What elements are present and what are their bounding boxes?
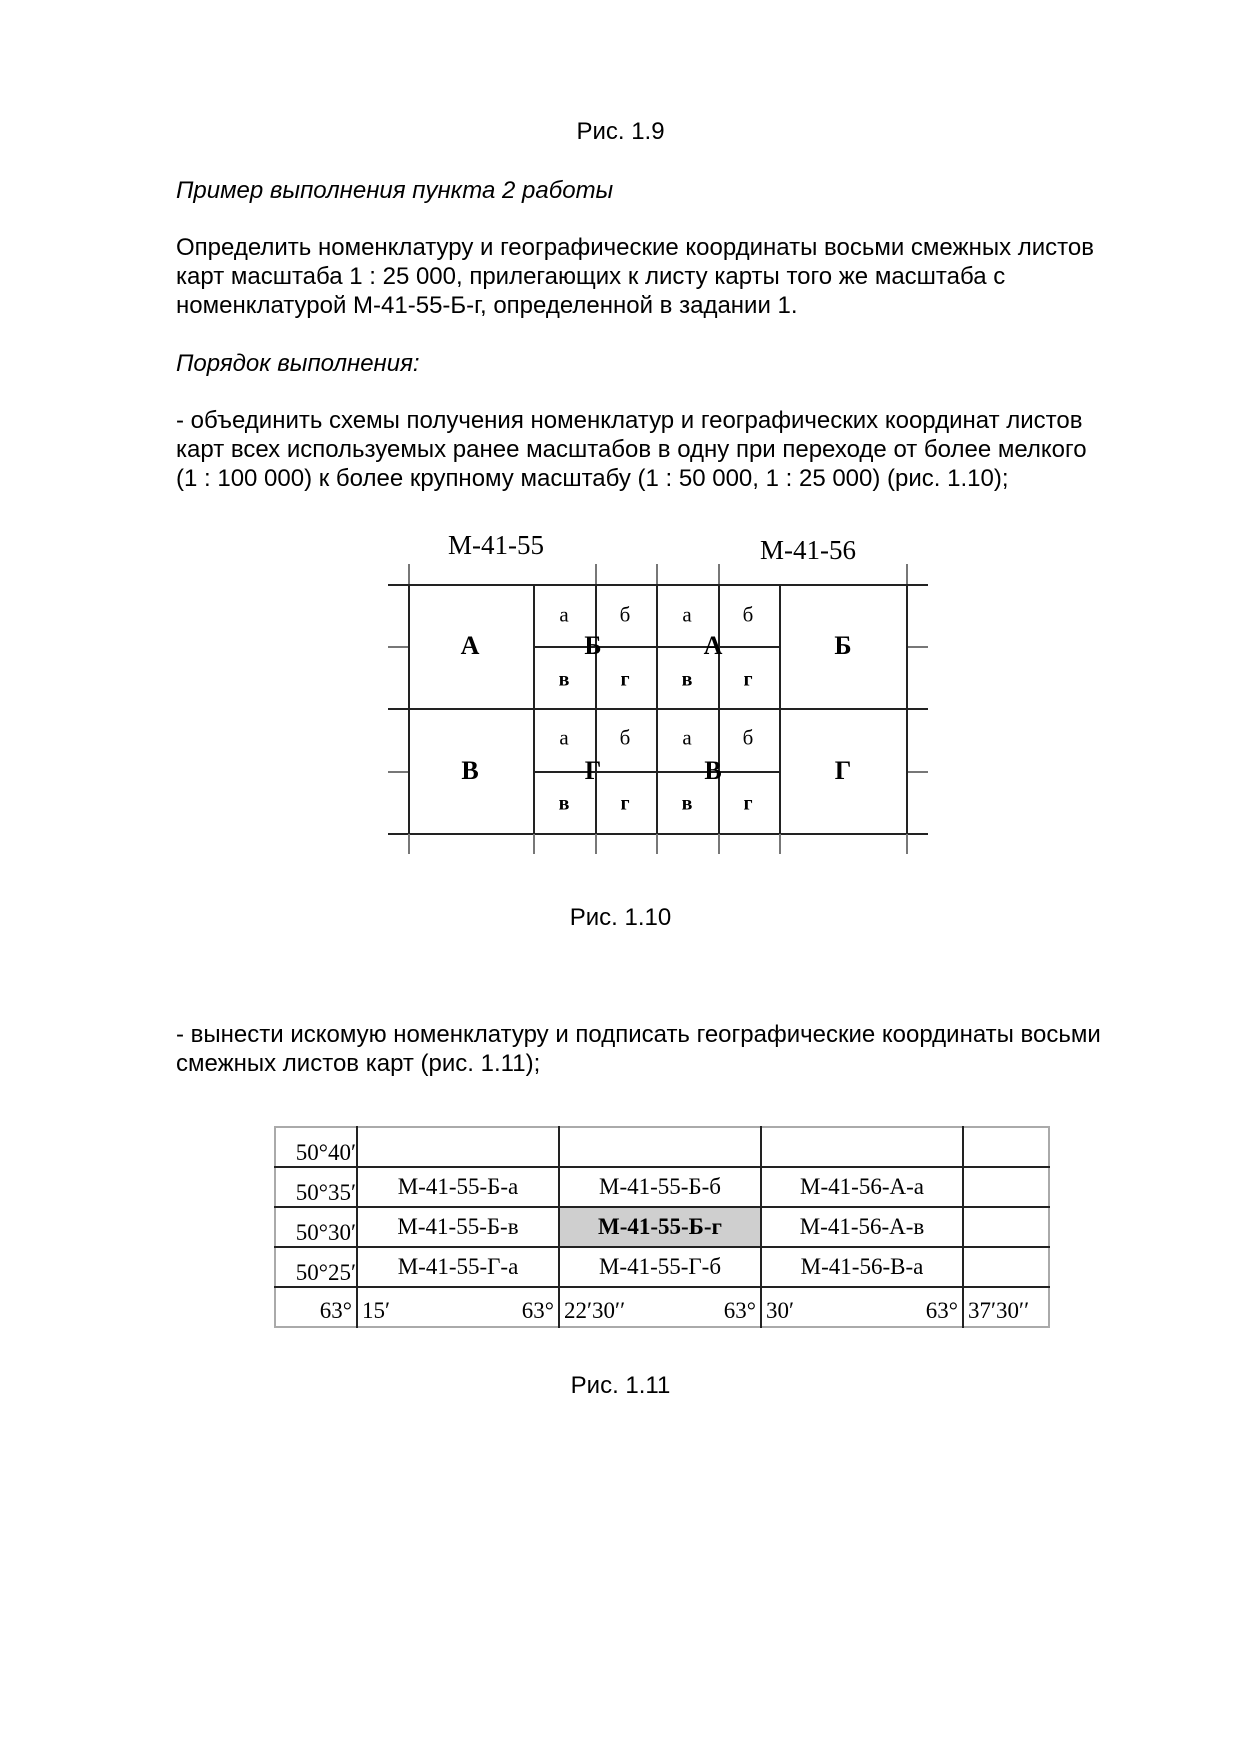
sub-sheet-label: а xyxy=(559,602,569,627)
step-2-paragraph xyxy=(176,1020,1166,1078)
grid-tick xyxy=(779,834,781,854)
grid-line xyxy=(388,833,928,835)
grid-line xyxy=(718,584,720,834)
sub-sheet-label: в xyxy=(558,668,570,691)
grid-line xyxy=(533,584,535,834)
grid-tick xyxy=(595,834,597,854)
empty-cell xyxy=(963,1207,1049,1247)
grid-line xyxy=(656,584,658,834)
sub-sheet-label: г xyxy=(743,668,753,691)
grid-tick xyxy=(656,834,658,854)
grid-line xyxy=(595,584,597,834)
table-row xyxy=(275,1127,1049,1167)
coordinates-table xyxy=(274,1126,1050,1328)
sheet-cell: М-41-55-Г-б xyxy=(559,1247,761,1287)
task-line: карт масштаба 1 : 25 000, прилегающих к листу карты того же масштаба с xyxy=(176,263,1006,290)
figure-caption-1-9: Рис. 1.9 xyxy=(576,118,665,145)
sub-sheet-label: а xyxy=(559,725,569,750)
longitude-cell xyxy=(559,1287,761,1327)
grid-line xyxy=(388,708,928,710)
latitude-cell: 50°25′ xyxy=(275,1247,357,1287)
quadrant-label: Г xyxy=(584,756,602,785)
grid-tick xyxy=(388,646,408,648)
step-line: карт всех используемых ранее масштабов в одну при переходе от более мелкого xyxy=(176,436,1087,463)
grid-tick xyxy=(908,771,928,773)
longitude-degrees: 63° xyxy=(925,1298,958,1323)
sheet-cell: М-41-55-Г-а xyxy=(357,1247,559,1287)
sheet-cell xyxy=(357,1127,559,1167)
grid-tick xyxy=(408,564,410,584)
sheet-label-left: М-41-55 xyxy=(448,530,544,560)
quadrant-label: В xyxy=(704,756,722,785)
step-line: смежных листов карт (рис. 1.11); xyxy=(176,1050,541,1077)
sub-sheet-label: в xyxy=(681,792,693,815)
sheet-cell: М-41-55-Б-б xyxy=(559,1167,761,1207)
grid-tick xyxy=(533,834,535,854)
longitude-row xyxy=(275,1287,1049,1327)
sub-sheet-label: г xyxy=(743,792,753,815)
grid-line xyxy=(388,584,928,586)
section-heading: Пример выполнения пункта 2 работы xyxy=(176,177,614,204)
longitude-cell xyxy=(761,1287,963,1327)
step-line: - объединить схемы получения номенклатур и географических координат листов xyxy=(176,407,1083,434)
longitude-cell xyxy=(357,1287,559,1327)
task-line: Определить номенклатуру и географические координаты восьми смежных листов xyxy=(176,234,1094,261)
longitude-degrees: 63° xyxy=(521,1298,554,1323)
procedure-heading: Порядок выполнения: xyxy=(176,350,420,377)
figure-caption-1-11: Рис. 1.11 xyxy=(570,1372,671,1399)
longitude-degrees: 63° xyxy=(319,1298,352,1323)
sheet-cell: М-41-56-В-а xyxy=(761,1247,963,1287)
grid-tick xyxy=(906,564,908,584)
empty-cell xyxy=(963,1247,1049,1287)
longitude-minutes: 15′ xyxy=(362,1298,391,1323)
grid-tick xyxy=(388,771,408,773)
quadrant-label: В xyxy=(461,756,479,785)
sub-sheet-label: б xyxy=(742,602,754,627)
longitude-degrees: 63° xyxy=(723,1298,756,1323)
sub-sheet-label: б xyxy=(742,725,754,750)
grid-line xyxy=(408,584,410,834)
task-paragraph xyxy=(176,233,1166,320)
grid-tick xyxy=(595,564,597,584)
longitude-cell xyxy=(963,1287,1049,1327)
highlighted-sheet-cell: М-41-55-Б-г xyxy=(559,1207,761,1247)
sheet-cell: М-41-55-Б-в xyxy=(357,1207,559,1247)
sub-sheet-label: б xyxy=(619,725,631,750)
quadrant-label: Г xyxy=(834,756,852,785)
quadrant-label: А xyxy=(460,631,480,660)
sub-sheet-label: б xyxy=(619,602,631,627)
grid-tick xyxy=(408,834,410,854)
grid-tick xyxy=(718,834,720,854)
latitude-cell: 50°40′ xyxy=(275,1127,357,1167)
table-row xyxy=(275,1207,1049,1247)
sheet-cell xyxy=(761,1127,963,1167)
step-line: - вынести искомую номенклатуру и подписать географические координаты восьми xyxy=(176,1021,1101,1048)
sheet-cell: М-41-56-А-в xyxy=(761,1207,963,1247)
table-row xyxy=(275,1247,1049,1287)
quadrant-label: А xyxy=(703,631,723,660)
step-1-paragraph xyxy=(176,406,1166,493)
quadrant-label: Б xyxy=(584,631,602,660)
empty-cell xyxy=(963,1127,1049,1167)
latitude-cell: 50°35′ xyxy=(275,1167,357,1207)
grid-line xyxy=(779,584,781,834)
sheet-cell: М-41-55-Б-а xyxy=(357,1167,559,1207)
longitude-minutes: 30′ xyxy=(766,1298,795,1323)
grid-tick xyxy=(656,564,658,584)
sub-sheet-label: в xyxy=(681,668,693,691)
sheet-cell: М-41-56-А-а xyxy=(761,1167,963,1207)
grid-line xyxy=(906,584,908,834)
grid-tick xyxy=(906,834,908,854)
longitude-minutes: 37′30′′ xyxy=(968,1298,1030,1323)
quadrant-label: Б xyxy=(834,631,852,660)
latitude-cell: 50°30′ xyxy=(275,1207,357,1247)
sheet-label-right: М-41-56 xyxy=(760,535,856,565)
grid-tick xyxy=(908,646,928,648)
step-line: (1 : 100 000) к более крупному масштабу (1 : 50 000, 1 : 25 000) (рис. 1.10); xyxy=(176,465,1009,492)
longitude-cell xyxy=(275,1287,357,1327)
grid-tick xyxy=(718,564,720,584)
sheet-cell xyxy=(559,1127,761,1167)
longitude-minutes: 22′30′′ xyxy=(564,1298,626,1323)
sub-sheet-label: г xyxy=(620,668,630,691)
sub-sheet-label: г xyxy=(620,792,630,815)
sub-sheet-label: в xyxy=(558,792,570,815)
empty-cell xyxy=(963,1167,1049,1207)
task-line: номенклатурой М-41-55-Б-г, определенной в задании 1. xyxy=(176,292,798,319)
table-row xyxy=(275,1167,1049,1207)
sub-sheet-label: а xyxy=(682,725,692,750)
sub-sheet-label: а xyxy=(682,602,692,627)
figure-caption-1-10: Рис. 1.10 xyxy=(569,904,672,931)
